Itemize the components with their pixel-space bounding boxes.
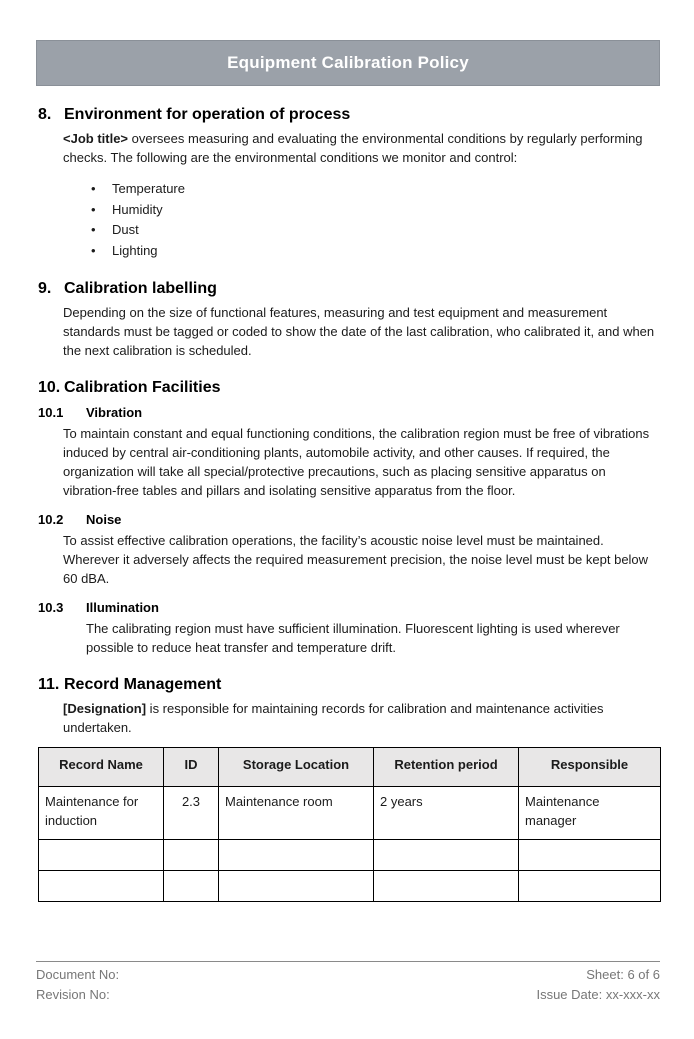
cell-responsible [519,839,661,870]
section-paragraph: Depending on the size of functional features, measuring and test equipment and measurement standards must be tagged or coded to show the date of the last calibration, who calibrated it, and when the next calibration is scheduled. [63,304,655,358]
cell-retention-period: 2 years [374,786,519,839]
section-number: 8. [38,106,52,123]
section-number: 10. [38,378,61,396]
section-calibration-labelling [38,279,660,360]
list-item: • Lighting [112,241,660,261]
subsection-number: 10.3 [38,599,64,615]
subsection-title: Vibration [86,404,143,420]
section-heading [38,675,660,695]
section-paragraph [63,699,660,737]
column-header-responsible: Responsible [519,747,661,786]
section-calibration-facilities [38,378,660,657]
environment-conditions-list [112,179,660,261]
records-table [38,747,661,902]
section-title: Calibration Facilities [64,378,221,396]
subsection-number: 10.2 [38,511,64,527]
subsection-title: Noise [86,511,122,527]
cell-id: 2.3 [164,786,219,839]
table-row [39,786,661,839]
column-header-id: ID [164,747,219,786]
footer-left [36,965,119,1005]
cell-retention-period [374,839,519,870]
cell-record-name [39,870,164,901]
subsection-heading-noise [38,512,660,528]
subsection-heading-illumination [38,600,660,616]
section-heading [38,378,660,398]
subsection-title: Illumination [86,599,159,615]
footer-right [536,965,660,1005]
cell-storage-location [219,870,374,901]
cell-record-name [39,839,164,870]
section-heading [38,279,660,299]
section-environment [38,105,660,261]
document-body [38,105,660,902]
cell-id [164,870,219,901]
column-header-record-name: Record Name [39,747,164,786]
document-no-label: Document No: [36,967,120,982]
section-title: Environment for operation of process [64,106,351,123]
subsection-paragraph: To assist effective calibration operations, the facility’s acoustic noise level must be maintained. Wherever it adversely affects the required measurement precision, the noise level must be kept below 60 dBA. [63,532,649,586]
sheet-number: Sheet: 6 of 6 [586,967,660,982]
list-item: • Temperature [112,179,660,199]
table-row [39,870,661,901]
paragraph-text: is responsible for maintaining records for calibration and maintenance activities undertaken. [63,700,604,735]
section-number: 11. [38,675,60,693]
page-footer [36,961,660,1005]
column-header-storage-location: Storage Location [219,747,374,786]
section-heading [38,105,660,125]
subsection-heading-vibration [38,405,660,421]
subsection-paragraph: The calibrating region must have sufficient illumination. Fluorescent lighting is used wherever possible to reduce heat transfer and temperature drift. [86,620,620,655]
title-banner [36,40,660,86]
section-paragraph [63,129,660,167]
cell-storage-location [219,839,374,870]
section-title: Record Management [64,675,222,693]
cell-record-name: Maintenance for induction [39,786,164,839]
cell-responsible [519,870,661,901]
cell-storage-location: Maintenance room [219,786,374,839]
revision-no-label: Revision No: [36,987,110,1002]
subsection-paragraph: To maintain constant and equal functioning conditions, the calibration region must be free of vibrations induced by central air-conditioning plants, automobile activity, and other causes. If required, the organization will take all special/protective precautions, such as placing sensitive apparatus on vibration-free tables and pillars and isolating sensitive apparatus from the floor. [63,425,650,498]
list-item: • Humidity [112,200,660,220]
cell-id [164,839,219,870]
paragraph-text: oversees measuring and evaluating the environmental conditions by regularly performing checks. The following are the environmental conditions we monitor and control: [63,131,643,165]
document-title: Equipment Calibration Policy [227,53,469,72]
table-row [39,839,661,870]
column-header-retention-period: Retention period [374,747,519,786]
cell-responsible: Maintenance manager [519,786,661,839]
designation-placeholder: [Designation] [63,700,147,716]
section-title: Calibration labelling [64,279,217,297]
job-title-placeholder: <Job title> [63,131,129,146]
issue-date: Issue Date: xx-xxx-xx [536,987,660,1002]
list-item: • Dust [112,220,660,240]
section-number: 9. [38,279,52,297]
subsection-number: 10.1 [38,404,64,420]
section-record-management [38,675,660,902]
cell-retention-period [374,870,519,901]
table-header-row [39,747,661,786]
